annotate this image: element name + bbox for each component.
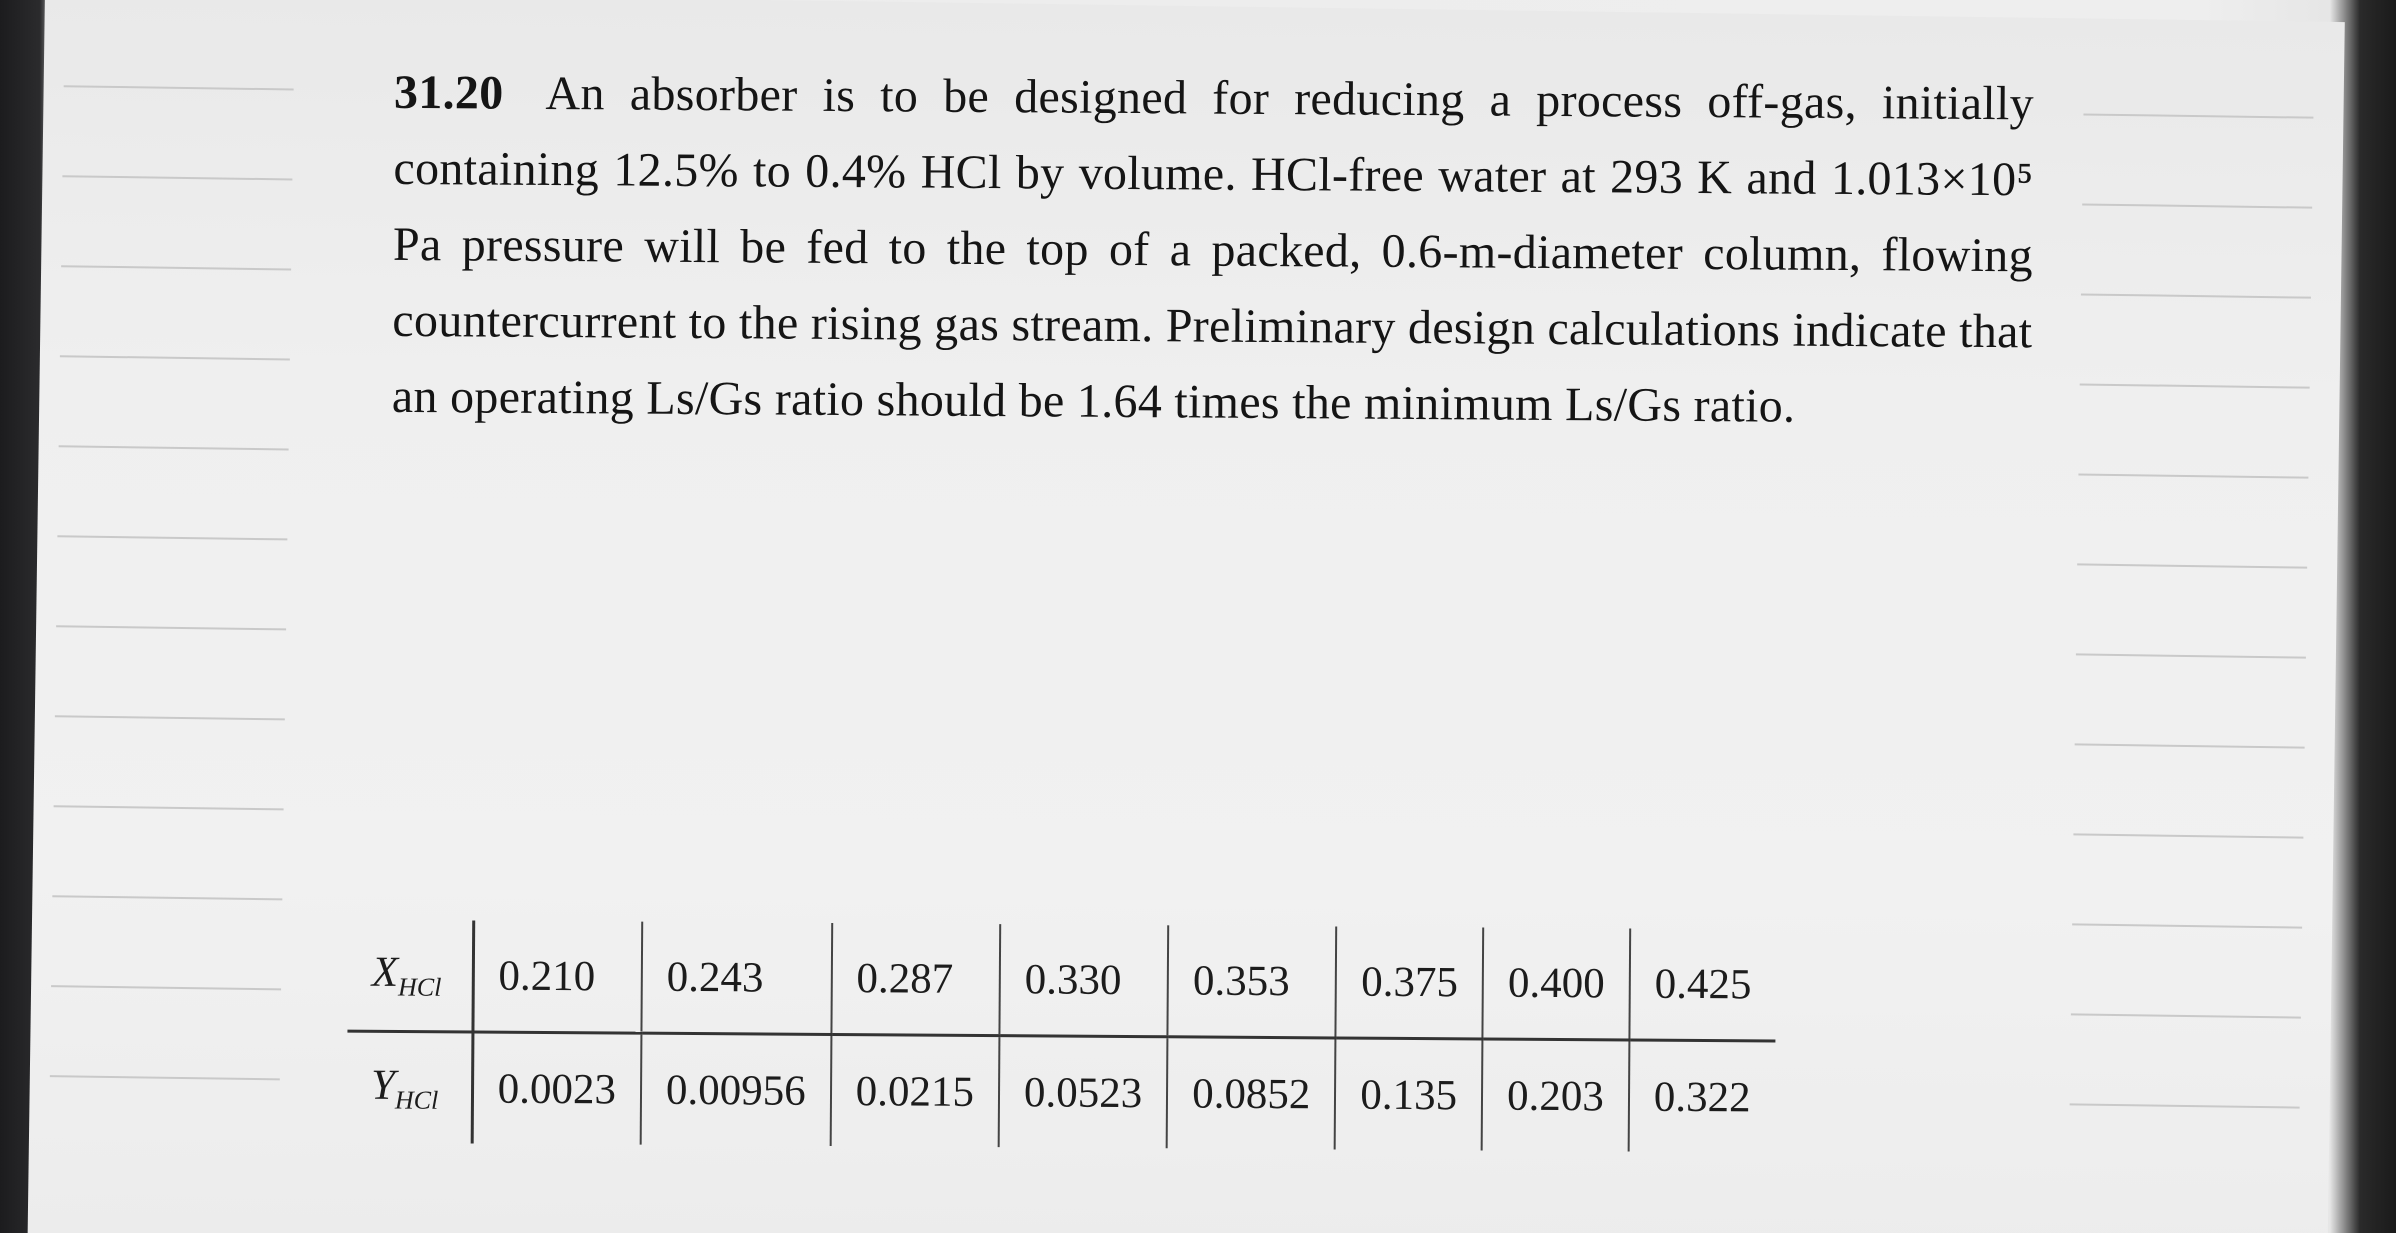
problem-block xyxy=(370,35,2095,1121)
row-label-y: $Y_{HCl}$ xyxy=(347,1031,473,1143)
margin-rule xyxy=(54,805,284,810)
table-cell: 0.353 xyxy=(1168,925,1337,1038)
table-cell: 0.0852 xyxy=(1167,1037,1336,1150)
margin-rule xyxy=(60,355,290,360)
margin-rule xyxy=(2078,473,2308,478)
table-cell: 0.135 xyxy=(1335,1038,1483,1151)
table-cell: 0.203 xyxy=(1482,1039,1630,1152)
margin-rule xyxy=(52,895,282,900)
table-cell: 0.0215 xyxy=(830,1034,999,1147)
table-cell: 0.400 xyxy=(1483,928,1631,1041)
margin-rule xyxy=(50,1075,280,1080)
margin-rule xyxy=(2082,203,2312,208)
textbook-page xyxy=(27,0,2344,1233)
margin-rule xyxy=(61,265,291,270)
margin-rule xyxy=(2080,383,2310,388)
margin-rule xyxy=(2077,563,2307,568)
table-cell: 0.210 xyxy=(473,920,643,1033)
equilibrium-table xyxy=(347,920,1776,1153)
table-cell: 0.0523 xyxy=(999,1036,1168,1149)
margin-rule xyxy=(64,85,294,90)
margin-rule xyxy=(2071,1013,2301,1018)
margin-rule xyxy=(59,445,289,450)
table-cell: 0.0023 xyxy=(472,1032,642,1145)
table-cell: 0.322 xyxy=(1653,1073,1751,1121)
table-cell: 0.243 xyxy=(641,922,832,1035)
margin-rule xyxy=(62,175,292,180)
margin-rule xyxy=(2081,293,2311,298)
table-cell: 0.330 xyxy=(999,924,1168,1037)
row-label-x: $X_{HCl}$ xyxy=(347,920,473,1032)
table-cell: 0.00956 xyxy=(641,1033,832,1146)
margin-rule xyxy=(2076,653,2306,658)
table-cell: 0.287 xyxy=(831,923,1000,1036)
margin-rule xyxy=(51,985,281,990)
problem-statement xyxy=(392,55,2035,446)
margin-rule xyxy=(55,715,285,720)
margin-rule xyxy=(56,625,286,630)
problem-text: An absorber is to be designed for reducing a process off-gas, initially containing 12.5% to 0.4% HCl by volume. HCl-free water at 293 K and 1.013×10⁵ Pa pressure will be fed to the top of a packed, 0.6-m-diameter column, flowing countercurrent to the rising gas stream. Preliminary design calculations indicate that an operating Ls/Gs ratio should be 1.64 times the minimum Ls/Gs ratio. xyxy=(391,66,2035,433)
margin-rule xyxy=(2073,833,2303,838)
table-row-y xyxy=(347,1031,1775,1152)
problem-number: 31.20 xyxy=(393,65,504,120)
margin-rule xyxy=(2070,1103,2300,1108)
margin-rule xyxy=(57,535,287,540)
table-cell: 0.375 xyxy=(1336,926,1484,1039)
margin-rule xyxy=(2075,743,2305,748)
table-row-x xyxy=(347,920,1775,1041)
margin-rule xyxy=(2072,923,2302,928)
table-cell: 0.425 xyxy=(1629,929,1776,1042)
margin-rule xyxy=(2083,113,2313,118)
